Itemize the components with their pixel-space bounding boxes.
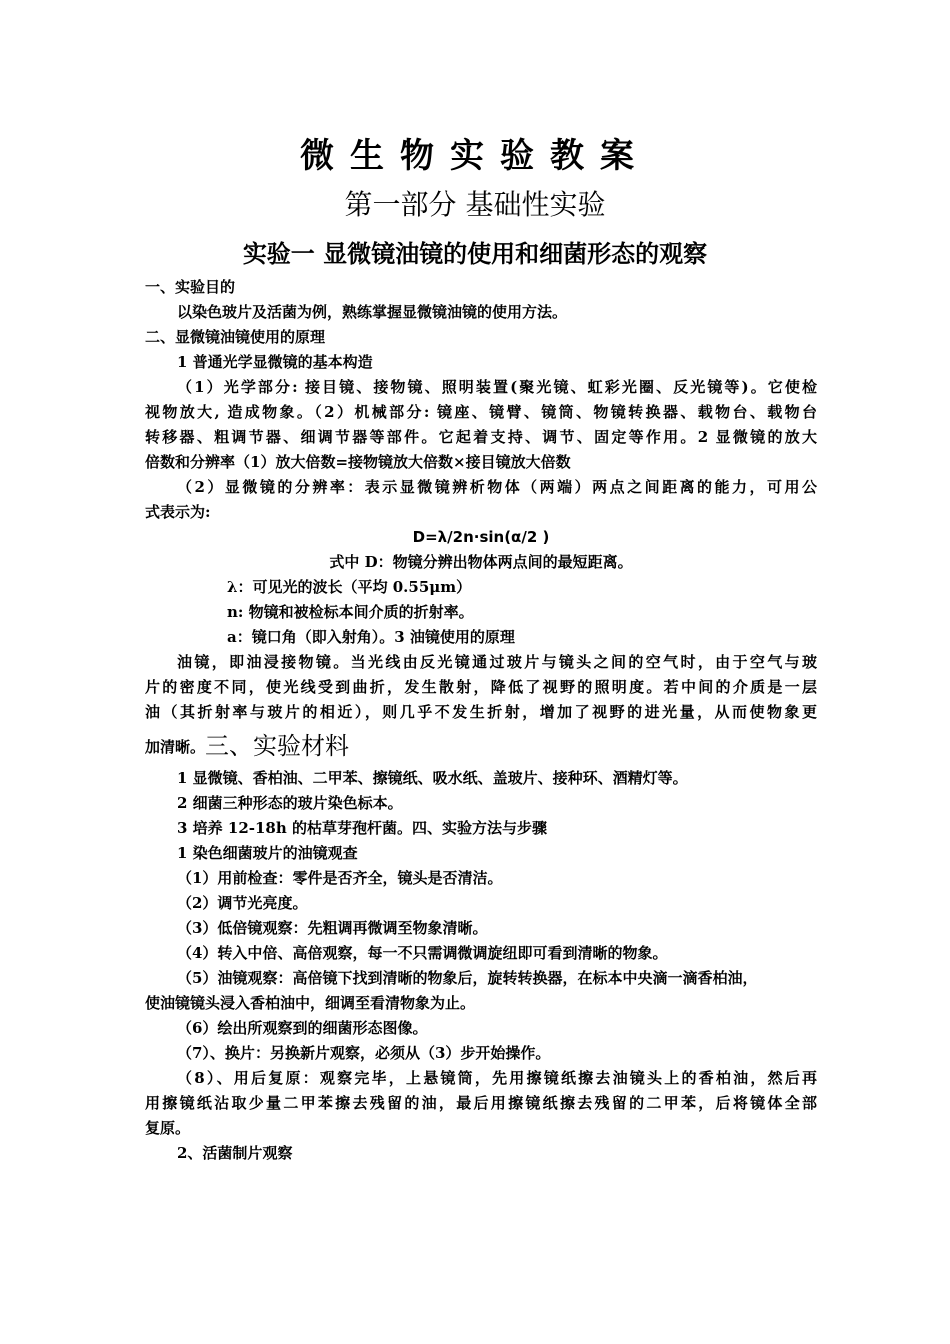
list-item: 1 显微镜、香柏油、二甲苯、擦镜纸、吸水纸、盖玻片、接种环、酒精灯等。: [177, 769, 688, 787]
list-item: 3 培养 12-18h 的枯草芽孢杆菌。四、实验方法与步骤: [177, 819, 547, 837]
step-item-continued: 用擦镜纸沾取少量二甲苯擦去残留的油，最后用擦镜纸擦去残留的二甲苯，后将镜体全部: [145, 1094, 817, 1112]
experiment-title: 实验一 显微镜油镜的使用和细菌形态的观察: [242, 239, 708, 268]
step-item: （1）用前检查：零件是否齐全，镜头是否清洁。: [177, 869, 503, 887]
formula-note-a: a：镜口角（即入射角）。3 油镜使用的原理: [227, 628, 515, 646]
paragraph-end-text: 加清晰。: [145, 738, 206, 756]
paragraph-line: 倍数和分辨率（1）放大倍数=接物镜放大倍数×接目镜放大倍数: [145, 453, 571, 471]
step-item-continued: 使油镜镜头浸入香柏油中，细调至看清物象为止。: [145, 994, 476, 1012]
subheading-oil-observation: 1 染色细菌玻片的油镜观查: [177, 844, 358, 862]
formula-note-lambda: λ：可见光的波长（平均 0.55μm）: [227, 578, 472, 596]
step-item: （8）、用后复原：观察完毕，上悬镜筒，先用擦镜纸擦去油镜头上的香柏油，然后再: [177, 1069, 817, 1087]
section-heading-purpose: 一、实验目的: [145, 278, 236, 296]
formula-note-n: n: 物镜和被检标本间介质的折射率。: [227, 603, 474, 621]
step-item: （4）转入中倍、高倍观察，每一不只需调微调旋纽即可看到清晰的物象。: [177, 944, 668, 962]
paragraph-line-with-heading: [145, 727, 817, 766]
paragraph-line: 油（其折射率与玻片的相近），则几乎不发生折射，增加了视野的进光量，从而使物象更: [145, 703, 817, 721]
resolution-formula: D=λ/2n·sin(α/2 ): [412, 528, 550, 546]
step-item: （3）低倍镜观察：先粗调再微调至物象清晰。: [177, 919, 488, 937]
paragraph-line: 式表示为:: [145, 503, 211, 521]
paragraph-line: （1）光学部分: 接目镜、接物镜、照明装置(聚光镜、虹彩光圈、反光镜等)。它使检: [177, 378, 817, 396]
section-heading-materials: 三、实验材料: [205, 732, 350, 760]
paragraph-line: （2）显微镜的分辨率：表示显微镜辨析物体（两端）两点之间距离的能力，可用公: [177, 478, 817, 496]
formula-note-d: 式中 D：物镜分辨出物体两点间的最短距离。: [329, 553, 633, 571]
purpose-text: 以染色玻片及活菌为例，熟练掌握显微镜油镜的使用方法。: [177, 303, 568, 321]
subheading-live-observation: 2、活菌制片观察: [177, 1144, 293, 1162]
list-item: 2 细菌三种形态的玻片染色标本。: [177, 794, 403, 812]
paragraph-line: 转移器、粗调节器、细调节器等部件。它起着支持、调节、固定等作用。2 显微镜的放大: [145, 428, 817, 446]
step-item: （6）绘出所观察到的细菌形态图像。: [177, 1019, 428, 1037]
paragraph-line: 片的密度不同，使光线受到曲折，发生散射，降低了视野的照明度。若中间的介质是一层: [145, 678, 817, 696]
step-item: （2）调节光亮度。: [177, 894, 308, 912]
document-body: [145, 275, 817, 1166]
part-title: 第一部分 基础性实验: [344, 188, 606, 221]
step-item: （5）油镜观察：高倍镜下找到清晰的物象后，旋转转换器，在标本中央滴一滴香柏油，: [177, 969, 758, 987]
paragraph-line: 视物放大, 造成物象。（2）机械部分: 镜座、镜臂、镜筒、物镜转换器、载物台、载物台: [145, 403, 817, 421]
step-item-continued: 复原。: [145, 1119, 191, 1137]
section-heading-principle: 二、显微镜油镜使用的原理: [145, 328, 326, 346]
subheading-structure: 1 普通光学显微镜的基本构造: [177, 353, 373, 371]
step-item: （7）、换片：另换新片观察，必须从（3）步开始操作。: [177, 1044, 551, 1062]
paragraph-line: 油镜，即油浸接物镜。当光线由反光镜通过玻片与镜头之间的空气时，由于空气与玻: [177, 653, 817, 671]
document-title: 微生物实验教案: [300, 136, 650, 176]
